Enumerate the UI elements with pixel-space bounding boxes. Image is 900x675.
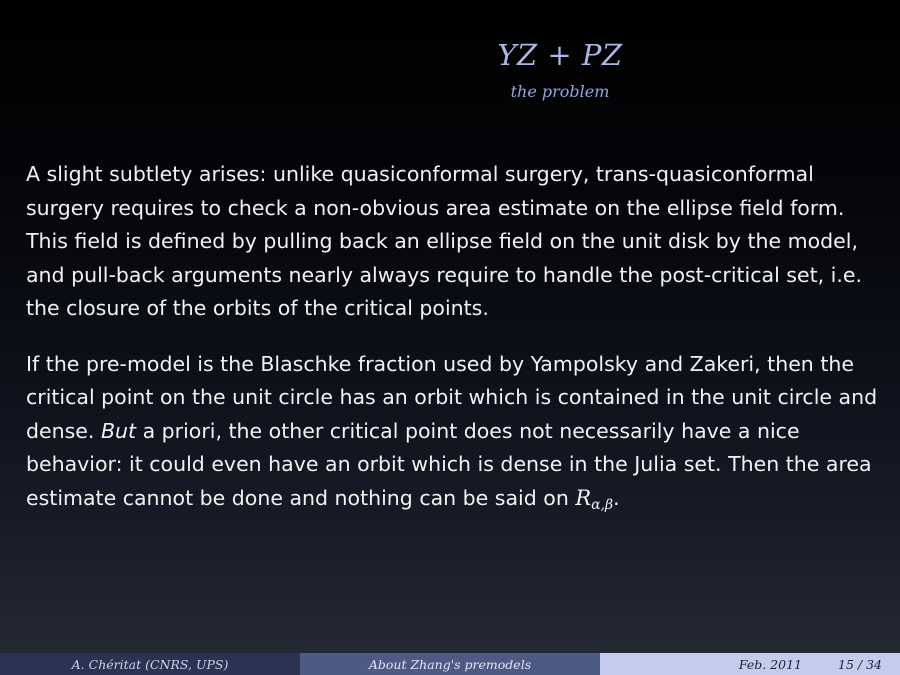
paragraph-second-part1: If the pre-model is the Blaschke fraction used by Yampolsky and Zakeri, then the critical point on the unit circle has an orbit which is contained in the unit circle and dense. (26, 351, 878, 443)
slide-footer (0, 653, 900, 675)
paragraph-second-emphasis: But (100, 418, 137, 443)
slide-header (360, 40, 760, 101)
footer-talk-title: About Zhang's premodels (300, 653, 600, 675)
paragraph-first: A slight subtlety arises: unlike quasiconformal surgery, trans-quasiconformal surgery requires to check a non-obvious area estimate on the ellipse field form. This field is defined by pulling back an ellipse field on the unit disk by the model, and pull-back arguments nearly always require to handle the post-critical set, i.e. the closure of the orbits of the critical points. (26, 162, 862, 320)
paragraph-second-end: . (613, 485, 620, 510)
slide-title: YZ + PZ (497, 38, 623, 72)
footer-meta (600, 653, 900, 675)
slide-body (26, 158, 882, 536)
footer-date: Feb. 2011 (738, 656, 802, 672)
paragraph-second (26, 348, 882, 523)
math-symbol-r: R (575, 485, 592, 510)
math-subscript-alpha-beta: α,β (591, 496, 614, 513)
paragraph-second-part2: a priori, the other critical point does not necessarily have a nice behavior: it could even have an orbit which is dense in the Julia set. Then the area estimate cannot be done and nothing can be said on (26, 418, 872, 510)
footer-author: A. Chéritat (CNRS, UPS) (0, 653, 300, 675)
footer-page-number: 15 / 34 (838, 656, 882, 672)
slide-subtitle: the problem (510, 81, 610, 101)
